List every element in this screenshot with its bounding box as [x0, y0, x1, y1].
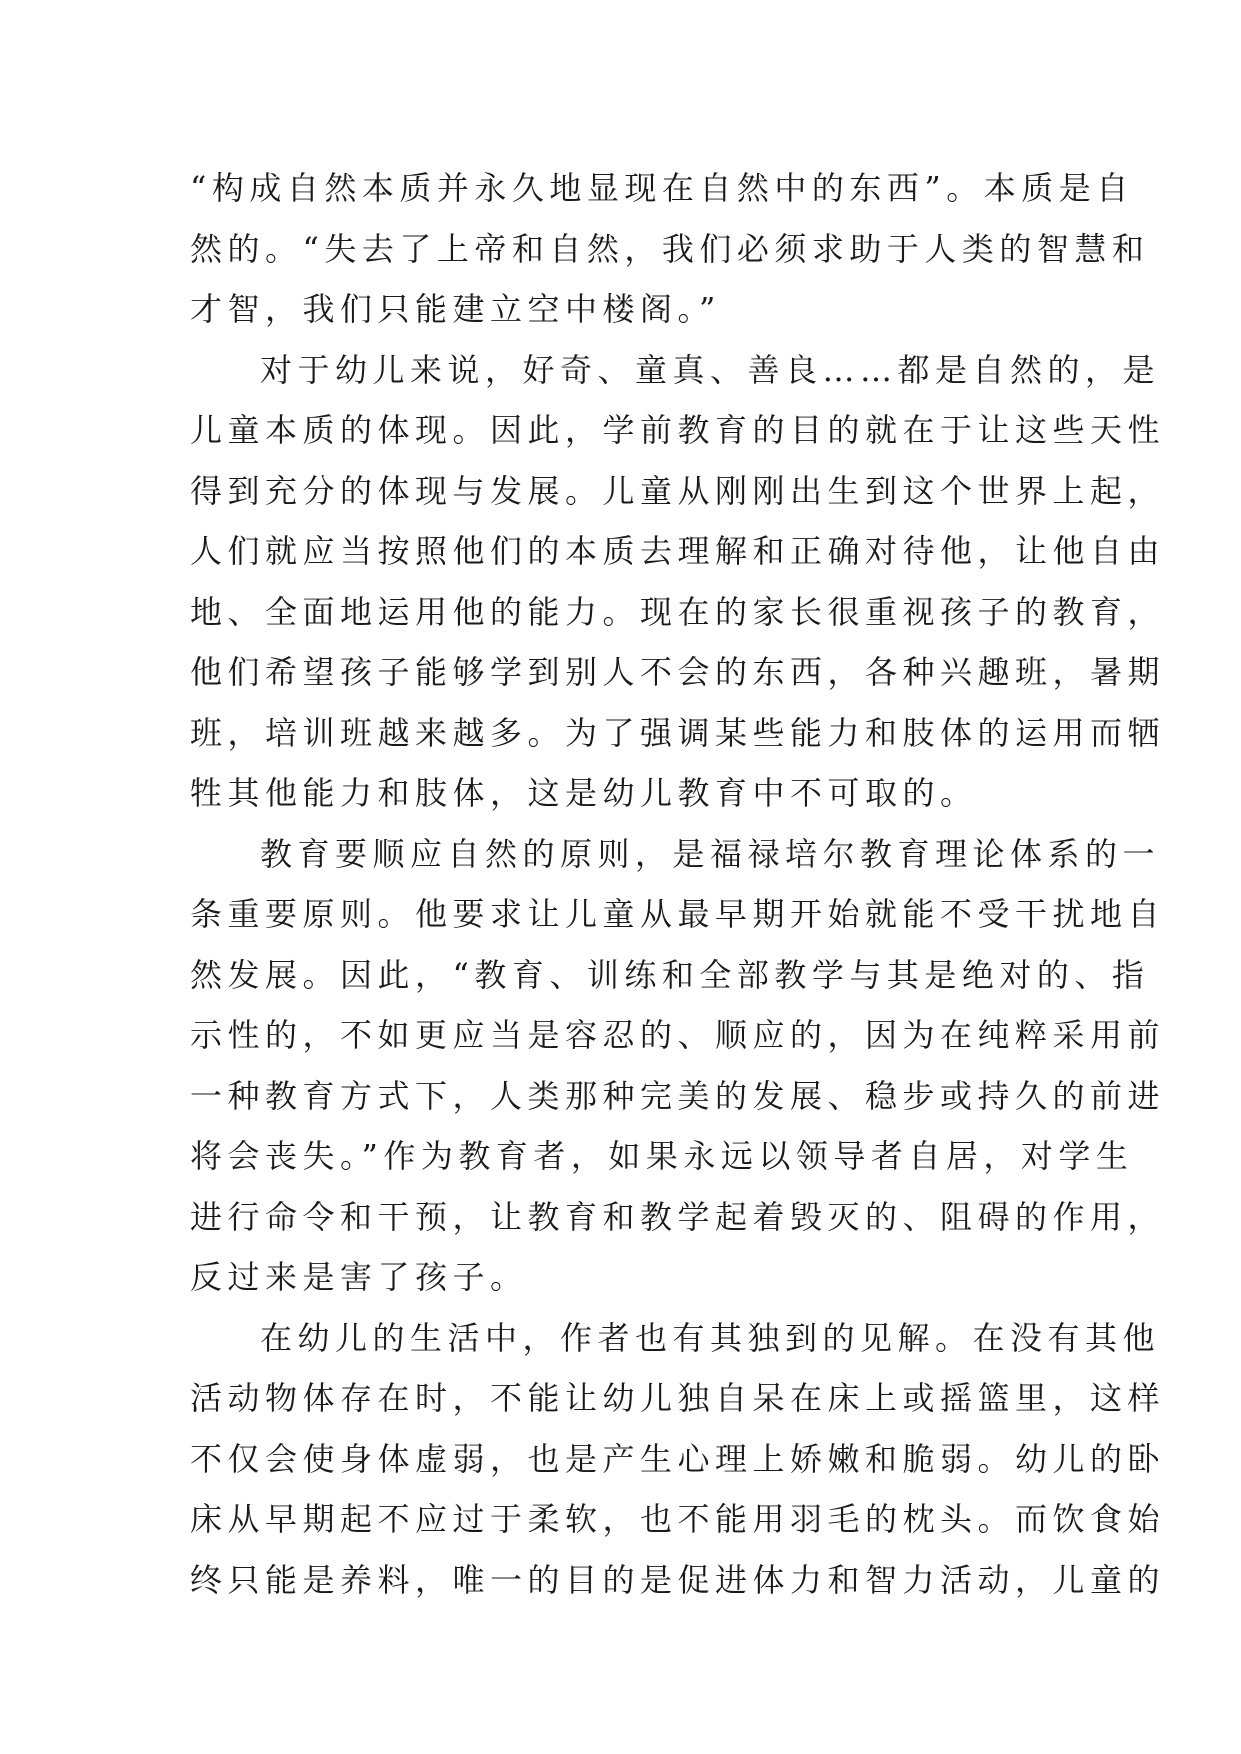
- body-text: [190, 158, 1166, 1610]
- text-line: 得到充分的体现与发展。儿童从刚刚出生到这个世界上起，: [190, 471, 1166, 510]
- paragraph-first-line: 教育要顺应自然的原则，是福禄培尔教育理论体系的一: [260, 834, 1161, 873]
- text-line: 他们希望孩子能够学到别人不会的东西，各种兴趣班，暑期: [190, 653, 1166, 691]
- text-line: 牲其他能力和肢体，这是幼儿教育中不可取的。: [190, 774, 978, 812]
- paragraph-first-line: 在幼儿的生活中，作者也有其独到的见解。在没有其他: [260, 1318, 1161, 1357]
- text-line: 一种教育方式下，人类那种完美的发展、稳步或持久的前进: [190, 1076, 1166, 1115]
- text-line: 儿童本质的体现。因此，学前教育的目的就在于让这些天性: [190, 411, 1166, 449]
- text-line: 将会丧失。”作为教育者，如果永远以领导者自居，对学生: [190, 1137, 1134, 1175]
- text-line: 然发展。因此，“教育、训练和全部教学与其是绝对的、指: [190, 955, 1150, 994]
- text-line: 才智，我们只能建立空中楼阁。”: [190, 290, 721, 328]
- text-line: 人们就应当按照他们的本质去理解和正确对待他，让他自由: [190, 532, 1166, 570]
- text-line: 反过来是害了孩子。: [190, 1258, 528, 1296]
- text-line: 班，培训班越来越多。为了强调某些能力和肢体的运用而牺: [190, 713, 1166, 752]
- text-line: 示性的，不如更应当是容忍的、顺应的，因为在纯粹采用前: [190, 1016, 1166, 1054]
- text-line: 活动物体存在时，不能让幼儿独自呆在床上或摇篮里，这样: [190, 1379, 1166, 1417]
- text-line: 地、全面地运用他的能力。现在的家长很重视孩子的教育，: [190, 592, 1166, 631]
- text-line: 进行命令和干预，让教育和教学起着毁灭的、阻碍的作用，: [190, 1197, 1166, 1236]
- text-line: 不仅会使身体虚弱，也是产生心理上娇嫩和脆弱。幼儿的卧: [190, 1439, 1166, 1478]
- text-line: 条重要原则。他要求让儿童从最早期开始就能不受干扰地自: [190, 895, 1166, 933]
- text-line: “构成自然本质并永久地显现在自然中的东西”。本质是自: [190, 169, 1134, 207]
- text-line: 然的。“失去了上帝和自然，我们必须求助于人类的智慧和: [190, 229, 1150, 268]
- text-line: 床从早期起不应过于柔软，也不能用羽毛的枕头。而饮食始: [190, 1500, 1166, 1538]
- paragraph-first-line: 对于幼儿来说，好奇、童真、善良……都是自然的，是: [260, 350, 1161, 389]
- text-line: 终只能是养料，唯一的目的是促进体力和智力活动，儿童的: [190, 1560, 1166, 1599]
